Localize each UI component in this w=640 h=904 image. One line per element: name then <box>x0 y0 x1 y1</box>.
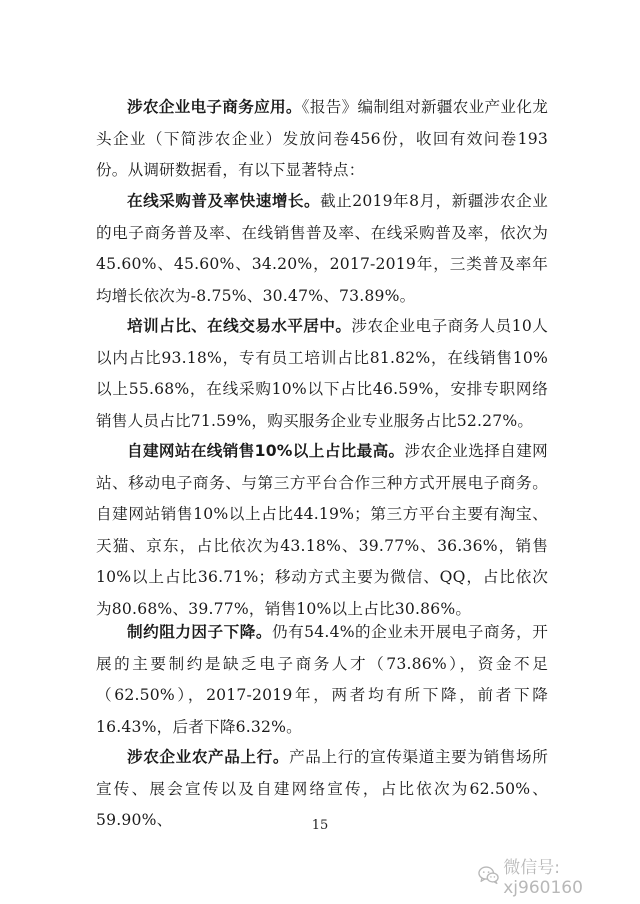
paragraph-body: 产品上行的宣传渠道主要为销售场所宣传、展会宣传以及自建网络宣传，占比依次为62.50%、59.90%、 <box>96 748 548 829</box>
paragraph-self-built-website <box>96 436 548 625</box>
paragraph-heading: 培训占比、在线交易水平居中。 <box>127 317 352 335</box>
paragraph-enterprise-ecommerce <box>96 92 548 187</box>
paragraph-heading: 涉农企业电子商务应用。 <box>127 98 302 116</box>
watermark-text: 微信号: xj960160 <box>503 857 583 898</box>
paragraph-body: 截止2019年8月，新疆涉农企业的电子商务普及率、在线销售普及率、在线采购普及率，依次为45.60%、45.60%、34.20%，2017-2019年，三类普及率年均增长依次为-8.75%、30.47%、73.89%。 <box>96 192 548 305</box>
paragraph-training <box>96 311 548 437</box>
paragraph-heading: 在线采购普及率快速增长。 <box>127 192 321 210</box>
paragraph-heading: 制约阻力因子下降。 <box>127 623 272 641</box>
paragraph-body: 《报告》编制组对新疆农业产业化龙头企业（下简涉农企业）发放问卷456份，收回有效问卷193份。从调研数据看，有以下显著特点： <box>96 98 548 179</box>
page-number: 15 <box>311 818 329 833</box>
paragraph-body: 涉农企业选择自建网站、移动电子商务、与第三方平台合作三种方式开展电子商务。自建网站销售10%以上占比44.19%；第三方平台主要有淘宝、天猫、京东，占比依次为43.18%、39.77%、36.36%，销售10%以上占比36.71%；移动方式主要为微信、QQ，占比依次为80.68%、39.77%，销售10%以上占比30.86%。 <box>96 442 548 618</box>
paragraph-body: 仍有54.4%的企业未开展电子商务，开展的主要制约是缺乏电子商务人才（73.86%），资金不足（62.50%），2017-2019年，两者均有所下降，前者下降16.43%，后者下降6.32%。 <box>96 623 548 736</box>
paragraph-heading: 涉农企业农产品上行。 <box>127 748 290 766</box>
wechat-icon <box>478 865 499 885</box>
paragraph-body: 涉农企业电子商务人员10人以内占比93.18%，专有员工培训占比81.82%，在线销售10%以上55.68%，在线采购10%以下占比46.59%，安排专职网络销售人员占比71.59%，购买服务企业专业服务占比52.27%。 <box>96 317 548 430</box>
wechat-watermark <box>478 857 640 898</box>
paragraph-online-procurement <box>96 186 548 312</box>
paragraph-constraints <box>96 617 548 743</box>
paragraph-heading: 自建网站在线销售10%以上占比最高。 <box>127 442 405 460</box>
